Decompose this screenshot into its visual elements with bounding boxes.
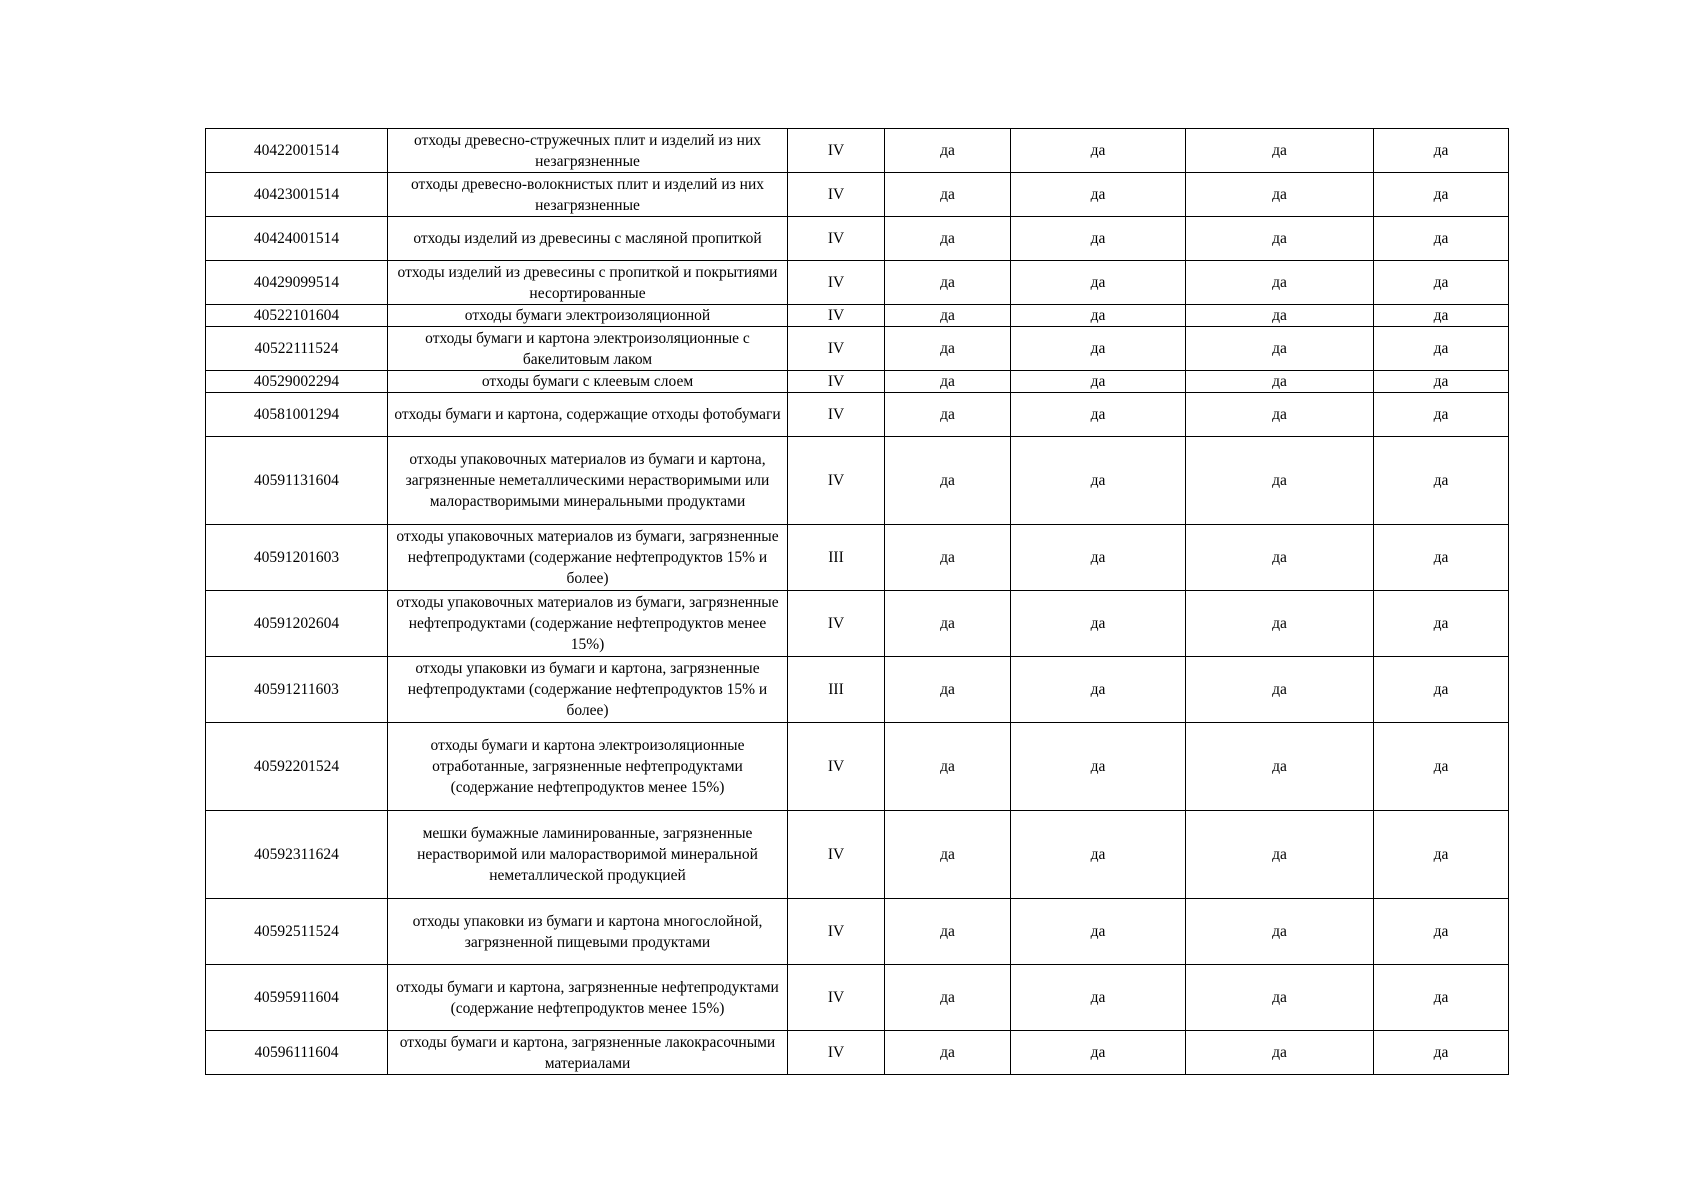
waste-name-cell: отходы бумаги электроизоляционной (388, 305, 788, 327)
waste-code-cell: 40529002294 (206, 371, 388, 393)
hazard-class-cell: III (788, 657, 885, 723)
waste-code-cell: 40591202604 (206, 591, 388, 657)
flag-cell-3: да (1186, 393, 1374, 437)
flag-cell-2: да (1011, 899, 1186, 965)
flag-cell-1: да (885, 327, 1011, 371)
flag-cell-1: да (885, 811, 1011, 899)
hazard-class-cell: IV (788, 811, 885, 899)
waste-name-cell: отходы древесно-стружечных плит и изделий из них незагрязненные (388, 129, 788, 173)
table-row (206, 305, 1509, 327)
flag-cell-4: да (1374, 305, 1509, 327)
flag-cell-4: да (1374, 173, 1509, 217)
flag-cell-2: да (1011, 1031, 1186, 1075)
flag-cell-4: да (1374, 217, 1509, 261)
flag-cell-3: да (1186, 173, 1374, 217)
flag-cell-3: да (1186, 657, 1374, 723)
flag-cell-1: да (885, 525, 1011, 591)
flag-cell-2: да (1011, 965, 1186, 1031)
hazard-class-cell: IV (788, 305, 885, 327)
hazard-class-cell: IV (788, 217, 885, 261)
table-row (206, 525, 1509, 591)
flag-cell-4: да (1374, 261, 1509, 305)
flag-cell-3: да (1186, 811, 1374, 899)
flag-cell-4: да (1374, 525, 1509, 591)
flag-cell-2: да (1011, 261, 1186, 305)
flag-cell-1: да (885, 591, 1011, 657)
hazard-class-cell: IV (788, 437, 885, 525)
waste-name-cell: отходы бумаги и картона, загрязненные лакокрасочными материалами (388, 1031, 788, 1075)
flag-cell-4: да (1374, 811, 1509, 899)
hazard-class-cell: IV (788, 327, 885, 371)
flag-cell-1: да (885, 261, 1011, 305)
flag-cell-3: да (1186, 591, 1374, 657)
hazard-class-cell: III (788, 525, 885, 591)
flag-cell-3: да (1186, 305, 1374, 327)
flag-cell-2: да (1011, 327, 1186, 371)
hazard-class-cell: IV (788, 591, 885, 657)
flag-cell-2: да (1011, 657, 1186, 723)
flag-cell-3: да (1186, 261, 1374, 305)
waste-code-cell: 40429099514 (206, 261, 388, 305)
flag-cell-1: да (885, 305, 1011, 327)
waste-name-cell: отходы изделий из древесины с масляной пропиткой (388, 217, 788, 261)
flag-cell-3: да (1186, 965, 1374, 1031)
flag-cell-3: да (1186, 327, 1374, 371)
table-row (206, 327, 1509, 371)
table-row (206, 899, 1509, 965)
waste-code-cell: 40592201524 (206, 723, 388, 811)
waste-code-cell: 40424001514 (206, 217, 388, 261)
flag-cell-4: да (1374, 393, 1509, 437)
table-row (206, 173, 1509, 217)
waste-code-cell: 40422001514 (206, 129, 388, 173)
flag-cell-1: да (885, 899, 1011, 965)
hazard-class-cell: IV (788, 261, 885, 305)
flag-cell-2: да (1011, 393, 1186, 437)
flag-cell-4: да (1374, 591, 1509, 657)
flag-cell-2: да (1011, 305, 1186, 327)
waste-name-cell: отходы бумаги и картона электроизоляционные отработанные, загрязненные нефтепродуктами (содержание нефтепродуктов менее 15%) (388, 723, 788, 811)
waste-table-body (206, 129, 1509, 1075)
waste-code-cell: 40592511524 (206, 899, 388, 965)
table-row (206, 723, 1509, 811)
flag-cell-1: да (885, 371, 1011, 393)
flag-cell-2: да (1011, 723, 1186, 811)
hazard-class-cell: IV (788, 371, 885, 393)
table-row (206, 129, 1509, 173)
waste-code-cell: 40581001294 (206, 393, 388, 437)
flag-cell-1: да (885, 965, 1011, 1031)
flag-cell-4: да (1374, 437, 1509, 525)
waste-code-cell: 40591201603 (206, 525, 388, 591)
table-row (206, 591, 1509, 657)
waste-code-cell: 40522101604 (206, 305, 388, 327)
waste-table (205, 128, 1509, 1075)
flag-cell-1: да (885, 129, 1011, 173)
waste-name-cell: отходы изделий из древесины с пропиткой и покрытиями несортированные (388, 261, 788, 305)
waste-name-cell: мешки бумажные ламинированные, загрязненные нерастворимой или малорастворимой минеральной неметаллической продукцией (388, 811, 788, 899)
flag-cell-3: да (1186, 525, 1374, 591)
waste-code-cell: 40591211603 (206, 657, 388, 723)
waste-name-cell: отходы упаковочных материалов из бумаги, загрязненные нефтепродуктами (содержание нефтепродуктов менее 15%) (388, 591, 788, 657)
table-row (206, 437, 1509, 525)
waste-name-cell: отходы бумаги и картона электроизоляционные с бакелитовым лаком (388, 327, 788, 371)
waste-name-cell: отходы бумаги и картона, содержащие отходы фотобумаги (388, 393, 788, 437)
flag-cell-1: да (885, 657, 1011, 723)
hazard-class-cell: IV (788, 899, 885, 965)
waste-name-cell: отходы упаковочных материалов из бумаги и картона, загрязненные неметаллическими нерастворимыми или малорастворимыми минеральными продуктами (388, 437, 788, 525)
waste-code-cell: 40595911604 (206, 965, 388, 1031)
waste-name-cell: отходы упаковки из бумаги и картона, загрязненные нефтепродуктами (содержание нефтепродуктов 15% и более) (388, 657, 788, 723)
flag-cell-2: да (1011, 217, 1186, 261)
waste-name-cell: отходы древесно-волокнистых плит и изделий из них незагрязненные (388, 173, 788, 217)
table-row (206, 371, 1509, 393)
waste-code-cell: 40596111604 (206, 1031, 388, 1075)
waste-code-cell: 40423001514 (206, 173, 388, 217)
hazard-class-cell: IV (788, 129, 885, 173)
waste-code-cell: 40522111524 (206, 327, 388, 371)
table-row (206, 217, 1509, 261)
table-row (206, 1031, 1509, 1075)
waste-code-cell: 40592311624 (206, 811, 388, 899)
flag-cell-3: да (1186, 723, 1374, 811)
flag-cell-3: да (1186, 217, 1374, 261)
waste-name-cell: отходы бумаги и картона, загрязненные нефтепродуктами (содержание нефтепродуктов менее 15%) (388, 965, 788, 1031)
flag-cell-3: да (1186, 899, 1374, 965)
flag-cell-2: да (1011, 811, 1186, 899)
table-row (206, 811, 1509, 899)
flag-cell-1: да (885, 723, 1011, 811)
flag-cell-2: да (1011, 591, 1186, 657)
table-row (206, 657, 1509, 723)
flag-cell-4: да (1374, 723, 1509, 811)
flag-cell-4: да (1374, 129, 1509, 173)
flag-cell-4: да (1374, 327, 1509, 371)
flag-cell-4: да (1374, 371, 1509, 393)
flag-cell-3: да (1186, 371, 1374, 393)
waste-name-cell: отходы упаковочных материалов из бумаги, загрязненные нефтепродуктами (содержание нефтепродуктов 15% и более) (388, 525, 788, 591)
flag-cell-2: да (1011, 525, 1186, 591)
flag-cell-2: да (1011, 173, 1186, 217)
flag-cell-3: да (1186, 437, 1374, 525)
flag-cell-1: да (885, 393, 1011, 437)
flag-cell-4: да (1374, 1031, 1509, 1075)
hazard-class-cell: IV (788, 393, 885, 437)
table-row (206, 261, 1509, 305)
flag-cell-3: да (1186, 129, 1374, 173)
waste-name-cell: отходы бумаги с клеевым слоем (388, 371, 788, 393)
flag-cell-4: да (1374, 657, 1509, 723)
hazard-class-cell: IV (788, 1031, 885, 1075)
waste-code-cell: 40591131604 (206, 437, 388, 525)
flag-cell-3: да (1186, 1031, 1374, 1075)
flag-cell-2: да (1011, 437, 1186, 525)
flag-cell-1: да (885, 1031, 1011, 1075)
flag-cell-1: да (885, 173, 1011, 217)
flag-cell-4: да (1374, 965, 1509, 1031)
flag-cell-1: да (885, 217, 1011, 261)
hazard-class-cell: IV (788, 965, 885, 1031)
flag-cell-2: да (1011, 371, 1186, 393)
flag-cell-1: да (885, 437, 1011, 525)
flag-cell-2: да (1011, 129, 1186, 173)
flag-cell-4: да (1374, 899, 1509, 965)
hazard-class-cell: IV (788, 723, 885, 811)
hazard-class-cell: IV (788, 173, 885, 217)
waste-name-cell: отходы упаковки из бумаги и картона многослойной, загрязненной пищевыми продуктами (388, 899, 788, 965)
table-row (206, 393, 1509, 437)
table-row (206, 965, 1509, 1031)
